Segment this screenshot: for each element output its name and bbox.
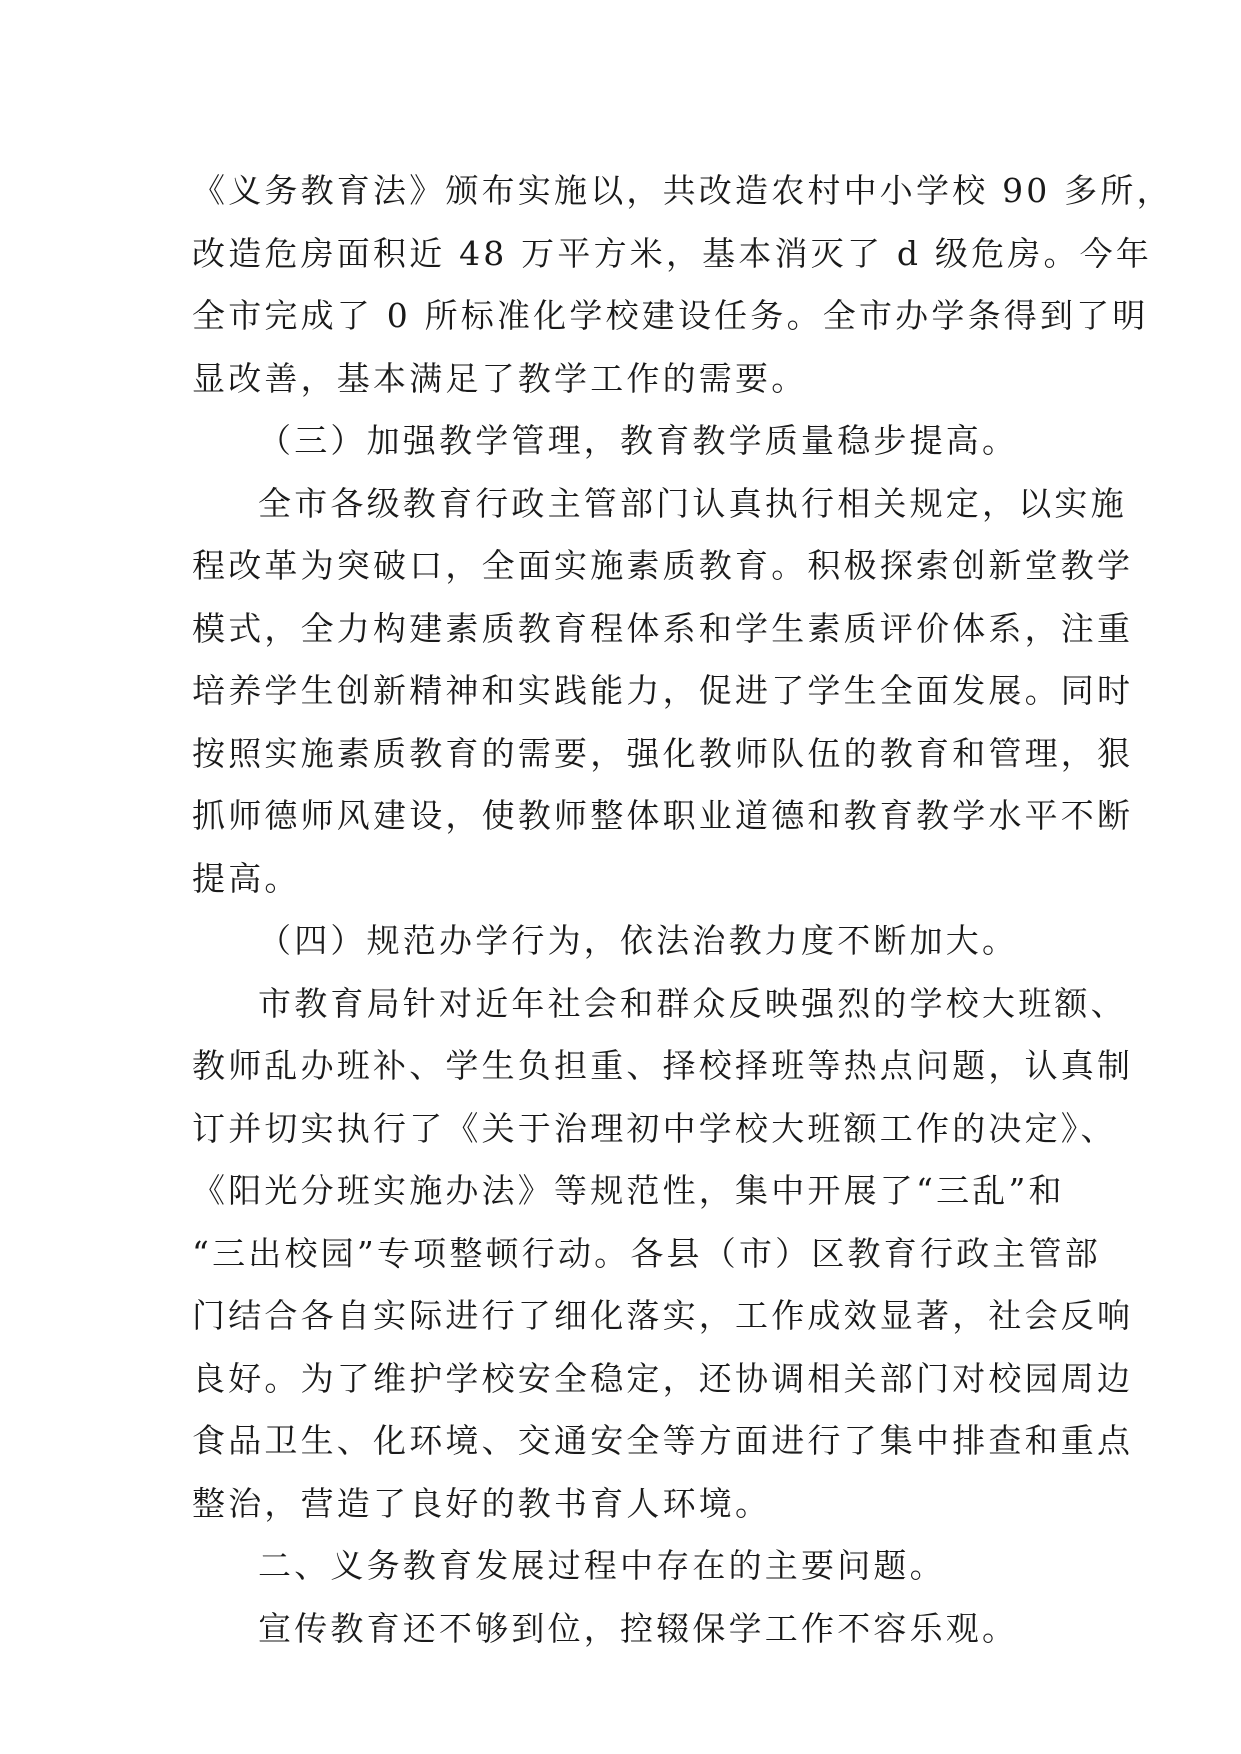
text-line: 教师乱办班补、学生负担重、择校择班等热点问题，认真制 bbox=[192, 1046, 1134, 1085]
text-line: 整治，营造了良好的教书育人环境。 bbox=[192, 1483, 772, 1523]
text-line: 全市完成了 0 所标准化学校建设任务。全市办学条得到了明 bbox=[192, 296, 1149, 335]
section-heading-4: （四）规范办学行为，依法治教力度不断加大。 bbox=[258, 921, 1019, 960]
section-heading-3: （三）加强教学管理，教育教学质量稳步提高。 bbox=[258, 421, 1019, 460]
text-line: 抓师德师风建设，使教师整体职业道德和教育教学水平不断 bbox=[192, 796, 1134, 835]
text-line: 程改革为突破口，全面实施素质教育。积极探索创新堂教学 bbox=[192, 546, 1134, 585]
text-line: 门结合各自实际进行了细化落实，工作成效显著，社会反响 bbox=[192, 1296, 1134, 1335]
section-heading-2: 二、义务教育发展过程中存在的主要问题。 bbox=[258, 1546, 946, 1585]
text-line: 《义务教育法》颁布实施以，共改造农村中小学校 90 多所， bbox=[192, 171, 1173, 210]
text-line: 良好。为了维护学校安全稳定，还协调相关部门对校园周边 bbox=[192, 1358, 1134, 1398]
paragraph-start: 宣传教育还不够到位，控辍保学工作不容乐观。 bbox=[258, 1608, 1019, 1648]
document-body bbox=[192, 160, 1173, 1660]
text-line: 食品卫生、化环境、交通安全等方面进行了集中排查和重点 bbox=[192, 1421, 1134, 1460]
text-line: 按照实施素质教育的需要，强化教师队伍的教育和管理，狠 bbox=[192, 733, 1134, 773]
paragraph-start: 市教育局针对近年社会和群众反映强烈的学校大班额、 bbox=[258, 983, 1127, 1023]
text-line: 改造危房面积近 48 万平方米，基本消灭了 d 级危房。今年 bbox=[192, 233, 1153, 273]
text-line: 显改善，基本满足了教学工作的需要。 bbox=[192, 358, 808, 398]
paragraph-start: 全市各级教育行政主管部门认真执行相关规定，以实施 bbox=[258, 483, 1127, 523]
text-line: 《阳光分班实施办法》等规范性，集中开展了“三乱”和 bbox=[192, 1171, 1065, 1210]
text-line: 订并切实执行了《关于治理初中学校大班额工作的决定》、 bbox=[192, 1108, 1117, 1148]
text-line: 模式，全力构建素质教育程体系和学生素质评价体系，注重 bbox=[192, 608, 1134, 648]
text-line: 提高。 bbox=[192, 858, 301, 898]
text-line: 培养学生创新精神和实践能力，促进了学生全面发展。同时 bbox=[192, 671, 1134, 710]
text-line: “三出校园”专项整顿行动。各县（市）区教育行政主管部 bbox=[192, 1233, 1101, 1273]
